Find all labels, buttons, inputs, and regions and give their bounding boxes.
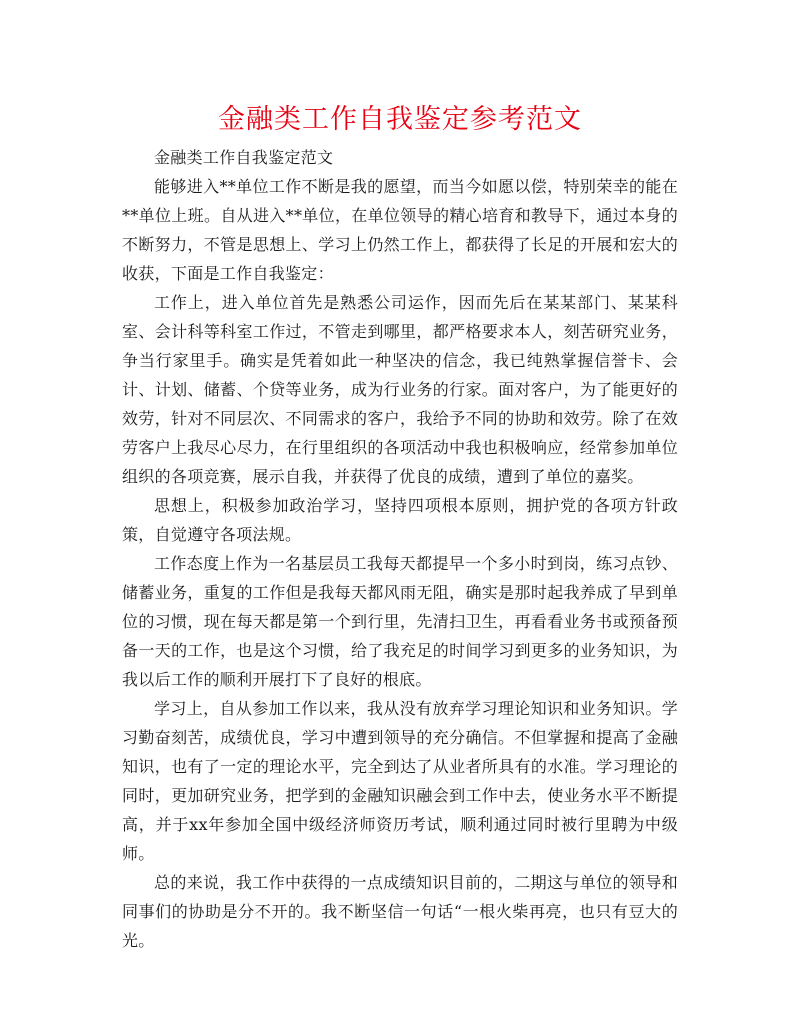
paragraph-summary: 总的来说，我工作中获得的一点成绩知识目前的，二期这与单位的领导和同事们的协助是分不开的。我不断坚信一句话“一根火柴再亮，也只有豆大的光。 (122, 873, 678, 950)
paragraph-study: 学习上，自从参加工作以来，我从没有放弃学习理论知识和业务知识。学习勤奋刻苦，成绩优良，学习中遭到领导的充分确信。不但掌握和提高了金融知识，也有了一定的理论水平，完全到达了从业者所具有的水准。学习理论的同时，更加研究业务，把学到的金融知识融会到工作中去，使业务水平不断提高，并于xx年参加全国中级经济师资历考试，顺利通过同时被行里聘为中级师。 (122, 699, 678, 863)
paragraph-subtitle: 金融类工作自我鉴定范文 (154, 148, 334, 167)
paragraph-attitude: 工作态度上作为一名基层员工我每天都提早一个多小时到岗，练习点钞、储蓄业务，重复的工作但是我每天都风雨无阻，确实是那时起我养成了早到单位的习惯，现在每天都是第一个到行里，先清扫卫生，再看看业务书或预备预备一天的工作，也是这个习惯，给了我充足的时间学习到更多的业务知识，为我以后工作的顺利开展打下了良好的根底。 (122, 554, 678, 689)
document-title: 金融类工作自我鉴定参考范文 (218, 104, 582, 135)
paragraph-intro: 能够进入**单位工作不断是我的愿望，而当今如愿以偿，特别荣幸的能在**单位上班。自从进入**单位，在单位领导的精心培育和教导下，通过本身的不断努力，不管是思想上、学习上仍然工作上，都获得了长足的开展和宏大的收获，下面是工作自我鉴定： (122, 177, 678, 283)
document-body (122, 143, 678, 955)
paragraph-work: 工作上，进入单位首先是熟悉公司运作，因而先后在某某部门、某某科室、会计科等科室工作过，不管走到哪里，都严格要求本人，刻苦研究业务，争当行家里手。确实是凭着如此一种坚决的信念，我已纯熟掌握信誉卡、会计、计划、储蓄、个贷等业务，成为行业务的行家。面对客户，为了能更好的效劳，针对不同层次、不同需求的客户，我给予不同的协助和效劳。除了在效劳客户上我尽心尽力，在行里组织的各项活动中我也积极响应，经常参加单位组织的各项竞赛，展示自我，并获得了优良的成绩，遭到了单位的嘉奖。 (122, 293, 678, 486)
paragraph-thought: 思想上，积极参加政治学习，坚持四项根本原则，拥护党的各项方针政策，自觉遵守各项法规。 (122, 496, 678, 544)
